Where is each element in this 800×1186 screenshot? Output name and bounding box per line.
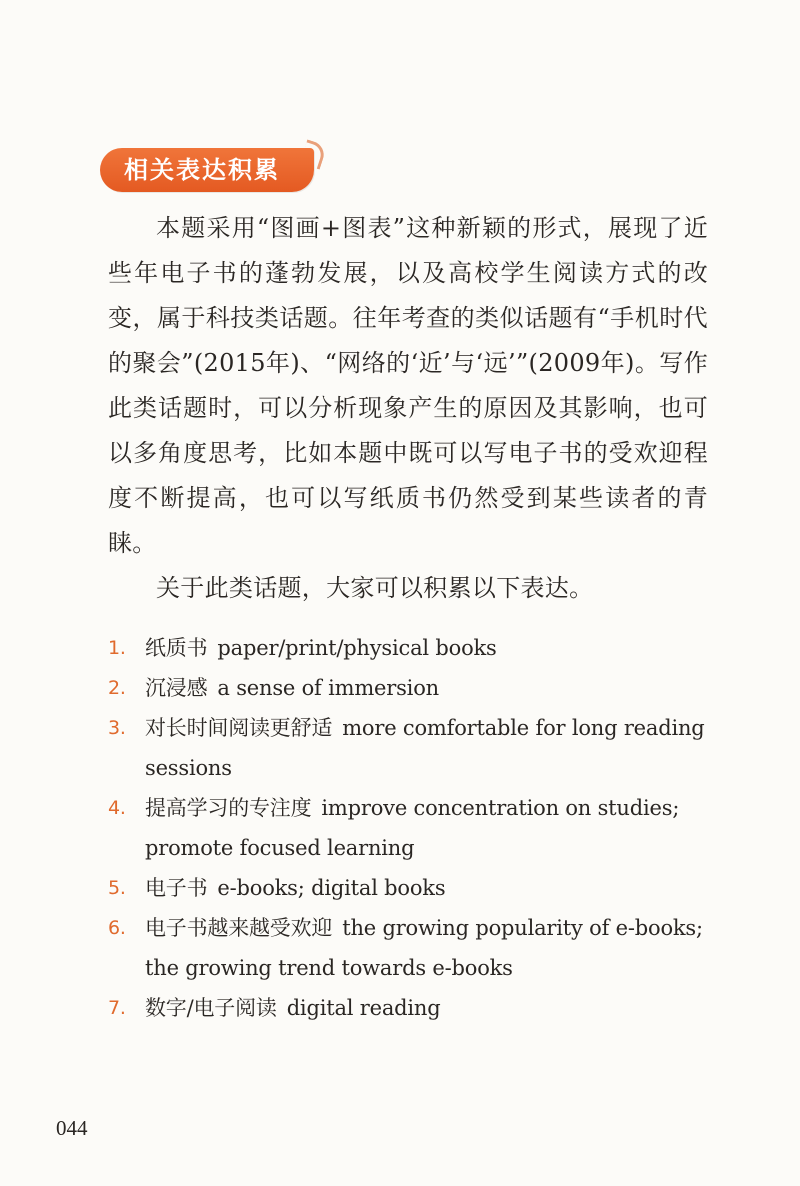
section-title-badge [100,148,314,192]
list-item [108,908,708,988]
item-english: a sense of immersion [217,676,439,700]
item-english: the growing popularity of e-books; the growing trend towards e-books [145,916,703,980]
list-item [108,788,708,868]
list-item [108,708,708,788]
list-item [108,868,708,908]
item-number: 6. [108,917,126,939]
page-number: 044 [56,1116,88,1140]
section-title: 相关表达积累 [124,155,280,184]
item-number: 3. [108,717,126,739]
item-chinese: 提高学习的专注度 [145,796,312,820]
item-chinese: 电子书 [145,876,208,900]
expression-list [108,628,708,1028]
passage [108,206,708,611]
list-item [108,988,708,1028]
item-english: more comfortable for long reading sessions [145,716,705,780]
item-chinese: 数字/电子阅读 [145,996,277,1020]
item-chinese: 沉浸感 [145,676,208,700]
item-chinese: 纸质书 [145,636,208,660]
item-english: improve concentration on studies; promote focused learning [145,796,680,860]
item-chinese: 对长时间阅读更舒适 [145,716,333,740]
item-english: e-books; digital books [217,876,446,900]
list-item [108,668,708,708]
paragraph-lead-in: 关于此类话题，大家可以积累以下表达。 [156,574,594,602]
item-number: 5. [108,877,126,899]
item-number: 4. [108,797,126,819]
item-chinese: 电子书越来越受欢迎 [145,916,333,940]
item-number: 1. [108,637,126,659]
item-english: paper/print/physical books [217,636,497,660]
item-number: 2. [108,677,126,699]
item-english: digital reading [286,996,441,1020]
paragraph-intro: 本题采用“图画+图表”这种新颖的形式，展现了近些年电子书的蓬勃发展，以及高校学生阅读方式的改变，属于科技类话题。往年考查的类似话题有“手机时代的聚会”(2015年)、“网络的‘近’与‘远’”(2009年)。写作此类话题时，可以分析现象产生的原因及其影响，也可以多角度思考，比如本题中既可以写电子书的受欢迎程度不断提高，也可以写纸质书仍然受到某些读者的青睐。 [108,214,708,557]
badge-curl-decoration [300,139,328,169]
item-number: 7. [108,997,126,1019]
list-item [108,628,708,668]
